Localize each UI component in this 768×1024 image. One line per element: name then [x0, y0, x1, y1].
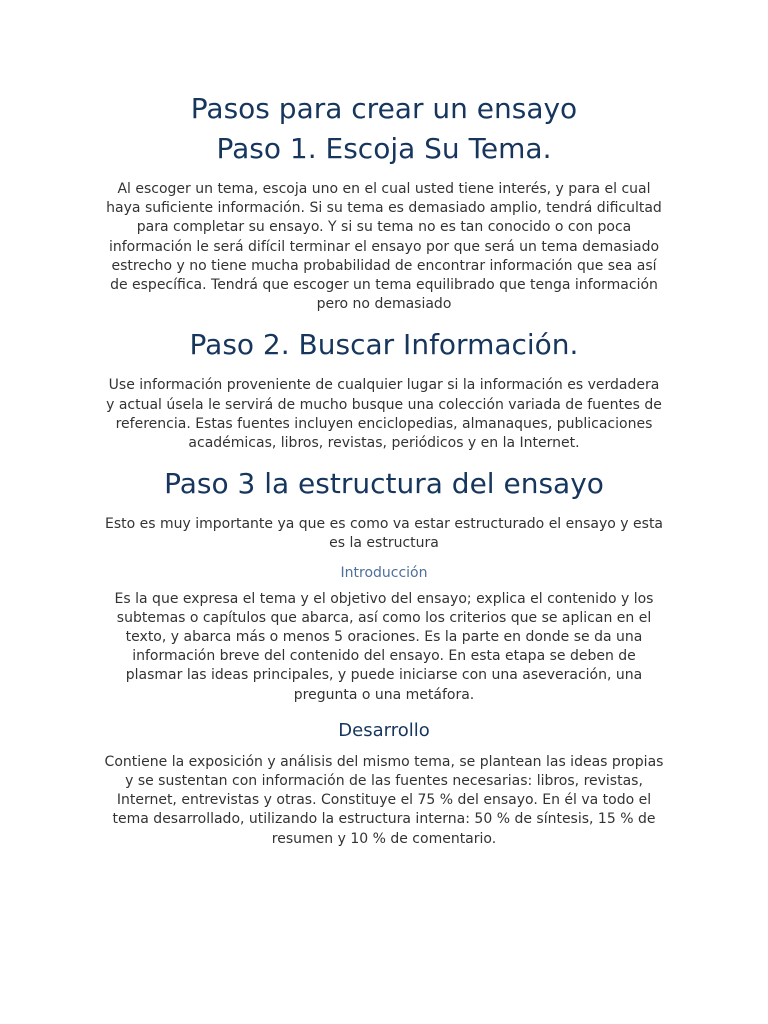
desarrollo-paragraph: Contiene la exposición y análisis del mismo tema, se plantean las ideas propias y se sustentan con información de las fuentes necesarias: libros, revistas, Internet, entrevistas y otras. Constituye el 75 % del ensayo. En él va todo el tema desarrollado, utilizando la estructura interna: 50 % de síntesis, 15 % de resumen y 10 % de comentario. — [104, 753, 664, 847]
step2-paragraph: Use información proveniente de cualquier lugar si la información es verdadera y actual úsela le servirá de mucho busque una colección variada de fuentes de referencia. Estas fuentes incluyen enciclopedias, almanaques, publicaciones académicas, libros, revistas, periódicos y en la Internet. — [106, 377, 662, 452]
step3-paragraph: Esto es muy importante ya que es como va estar estructurado el ensayo y esta es la estructura — [104, 516, 664, 552]
step2-heading: Paso 2. Buscar Información. — [189, 328, 579, 362]
step3-heading: Paso 3 la estructura del ensayo — [164, 467, 604, 501]
introduccion-paragraph: Es la que expresa el tema y el objetivo del ensayo; explica el contenido y los subtemas o capítulos que abarca, así como los criterios que se aplican en el texto, y abarca más o menos 5 oraciones. Es la parte en donde se da una información breve del contenido del ensayo. En esta etapa se deben de plasmar las ideas principales, y puede iniciarse con una aseveración, una pregunta o una metáfora. — [114, 590, 654, 703]
document-title: Pasos para crear un ensayo — [190, 92, 578, 125]
desarrollo-heading: Desarrollo — [338, 719, 430, 741]
step1-heading: Paso 1. Escoja Su Tema. — [216, 132, 552, 165]
step1-paragraph: Al escoger un tema, escoja uno en el cual usted tiene interés, y para el cual haya suficiente información. Si su tema es demasiado amplio, tendrá dificultad para completar su ensayo. Y si su tema no es tan conocido o con poca información le será difícil terminar el ensayo por que será un tema demasiado estrecho y no tiene mucha probabilidad de encontrar información que sea así de específica. Tendrá que escoger un tema equilibrado que tenga información pero no demasiado — [106, 181, 662, 313]
introduccion-heading: Introducción — [340, 564, 428, 581]
